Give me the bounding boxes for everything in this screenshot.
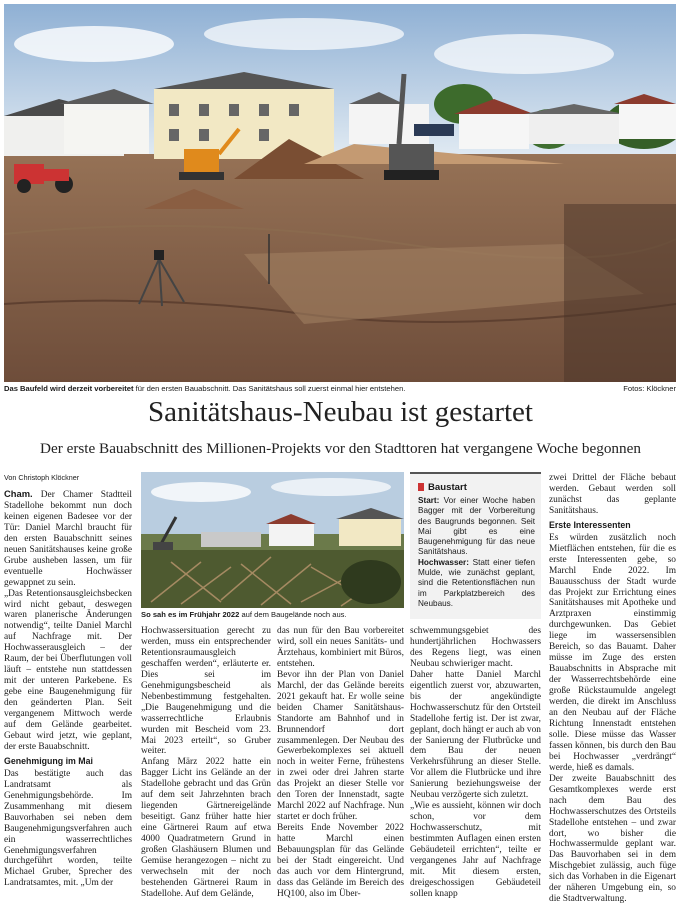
paragraph: Das bestätigte auch das Landratsamt als Genehmigungsbehörde. Im Zusammenhang mit diesem Bauvorhaben sei neben dem Baugenehmigungsverfahren auch ein wasserrechtliches Genehmigungsverfahren durchgeführt worden, teilte Michael Gruber, Sprecher des Landratsamtes, mit. „Um der xyxy=(4,768,132,889)
info-box-title xyxy=(418,482,541,493)
second-photo-caption-text: auf dem Baugelände noch aus. xyxy=(239,610,347,619)
second-photo-caption-bold: So sah es im Frühjahr 2022 xyxy=(141,610,240,619)
info-box-hochwasser-text: Statt einer tiefen Mulde, wie zunächst geplant, sind die Retentionsflächen nun im Parkplatzbereich des Neubaus. xyxy=(418,557,535,608)
paragraph: „Das Retentionsausgleichsbecken wird nicht gebaut, deswegen waren planerische Änderungen notwendig“, teilte Daniel Marchl auf Nachfrage mit. Der Hochwasserausgleich – der Raum, der bei Überflutungen voll läuft – entstehe nun stattdessen mit der unteren Parkebene. Es gebe eine Baugenehmigung für den geänderten Plan. Seit vergangenem Mittwoch werde auf dem Gelände gearbeitet. Gebaut wird jetzt, wie geplant, der erste Bauabschnitt. xyxy=(4,588,132,752)
paragraph-text: Der Chamer Stadtteil Stadellohe bekommt nun doch keinen eigenen Badesee vor der Tür: Daniel Marchl braucht für den ersten Bauabschnitt seines neuen Sanitätshauses keine große Grube ausheben lassen, um für eventuelle Hochwässer gewappnet zu sein. xyxy=(4,490,132,588)
headline: Sanitätshaus-Neubau ist gestartet xyxy=(148,396,533,428)
paragraph: Hochwassersituation gerecht zu werden, muss ein entsprechender Retentionsraumausgleich geschaffen werden“, erläuterte er. Dies sei im Genehmigungsbescheid als Nebenbestimmung festgehalten. „Die Baugenehmigung und die wasserrechtliche Erlaubnis wurden mit Bescheid vom 23. Mai 2023 erteilt“, so Gruber weiter. xyxy=(141,626,271,757)
section-heading: Genehmigung im Mai xyxy=(4,755,93,766)
paragraph: Bevor ihn der Plan von Daniel Marchl, der das Gelände bereits 2021 gekauft hat. Er wolle seine beiden Chamer Sanitätshaus-Standorte am Bahnhof und in Brunnendorf dort zusammenlegen. Der Neubau des Gewerbekomplexes sei aktuell noch in weiter Ferne, frühestens in zwei oder drei Jahren starte das Projekt an dieser Stelle vor den Toren der Innenstadt, sagte Marchl 2022 auf Nachfrage. Nun startet er doch früher. xyxy=(277,669,404,823)
info-box-start xyxy=(418,496,535,558)
main-photo-caption-bold: Das Baufeld wird derzeit vorbereitet xyxy=(4,384,134,393)
main-photo xyxy=(4,4,676,382)
article-column-5 xyxy=(549,473,676,905)
construction-site-image xyxy=(4,4,676,382)
paragraph: Anfang März 2022 hatte ein Bagger Licht ins Gelände an der Stadellohe gebracht und das Grün auf dem seit Jahrzehnten brach liegenden Gärtnereigelände beseitigt. Ganz früher hatte hier eine Gärtnerei Raum auf etwa 4000 Quadratmetern Grund in großen Glashäusern Blumen und Gemüse herangezogen – nicht zu verwechseln mit der noch bestehenden Gärtnerei Raum in Stadellohe. Auf dem Gelände, xyxy=(141,757,271,899)
overgrown-site-image xyxy=(141,472,404,608)
paragraph: zwei Drittel der Fläche bebaut werden. Gebaut werden soll zunächst das geplante Sanitätshaus. xyxy=(549,473,676,516)
article-column-4 xyxy=(410,626,541,900)
article-column-1 xyxy=(4,489,132,889)
paragraph: Der zweite Bauabschnitt des Gesamtkomplexes werde erst nach dem Bau des Hochwasserschutzes des Ortsteils Stadellohe entstehen – und zwar dort, wo bisher die Hochwassermulde geplant war. Das Bauvorhaben sei in dem Mischgebiet zulässig, auch füge sich das Vorhaben in die Eigenart der näheren Umgebung ein, so die Stadtverwaltung. xyxy=(549,773,676,905)
info-box-hochwasser xyxy=(418,558,535,609)
article-column-3 xyxy=(277,626,404,900)
photo-credit: Fotos: Klöckner xyxy=(623,384,676,393)
section-heading: Erste Interessenten xyxy=(549,519,631,530)
info-box-title-text: Baustart xyxy=(428,482,467,493)
paragraph: „Wie es aussieht, können wir doch schon, vor dem Hochwasserschutz, mit bestimmten Auflagen einen ersten Gebäudeteil errichten“, teilte er vergangenes Jahr auf Nachfrage mit. Mit diesem ersten, dreigeschossigen Gebäudeteil sollen knapp xyxy=(410,801,541,899)
paragraph: Bereits Ende November 2022 hatte Marchl einen Bebauungsplan für das Gelände bei der Stadt eingereicht. Und das auch vor dem Hintergrund, dass das Gelände im Bereich des HQ100, also im Über- xyxy=(277,823,404,899)
second-photo xyxy=(141,472,404,608)
paragraph: das nun für den Bau vorbereitet wird, soll ein neues Sanitäts- und Ärztehaus, kombiniert mit Büros, entstehen. xyxy=(277,626,404,669)
info-box-start-label: Start: xyxy=(418,496,440,505)
paragraph: Es würden zusätzlich noch Mietflächen entstehen, für die es erste Interessenten gebe, so Marchl Ende 2022. Im Bauausschuss der Stadt wurde das Projekt zur Errichtung eines Sanitätshauses mit Apotheke und Arztpraxen einstimmig durchgewunken. Das Gebiet liege im wassersensiblen Bereich, so das Bauamt. Daher müsse im Zuge des ersten Bauabschnitts in Absprache mit der Wasserrechtsbehörde eine große Rückstaumulde angelegt werden, die direkt im Anschluss an den Neubau auf der Fläche Richtung Innenstadt entstehen solle. Diese müsse das Wasser fassen können, bis durch den Bau bei Hochwasser „verdrängt“ werde, hieß es damals. xyxy=(549,532,676,773)
info-box-start-text: Vor einer Woche haben Bagger mit der Vorbereitung des Baugrunds begonnen. Seit Mai gibt es eine Baugenehmigung für das neue Sanitätshaus. xyxy=(418,496,535,557)
paragraph: Daher hatte Daniel Marchl eigentlich zuerst vor, abzuwarten, bis der angekündigte Hochwasserschutz für den Ortsteil Stadellohe fertig ist. Der ist zwar, geplant, doch hängt er auch ab von der Sanierung der Flutbrücke und dem Bau der neuen Verkehrsführung an dieser Stelle. Vor allem die Flutbrücke und ihre Sanierung beziehungsweise der Neubau verzögerte sich zuletzt. xyxy=(410,669,541,801)
info-box xyxy=(410,472,541,619)
subheadline: Der erste Bauabschnitt des Millionen-Projekts vor den Stadttoren hat vergangene Woche begonnen xyxy=(40,440,641,457)
byline: Von Christoph Klöckner xyxy=(4,473,80,482)
red-square-icon xyxy=(418,483,424,491)
paragraph: schwemmungsgebiet des hundertjährlichen Hochwassers des Regens liegt, was einen Neubau schwieriger macht. xyxy=(410,626,541,669)
second-photo-caption xyxy=(141,610,404,620)
dateline: Cham. xyxy=(4,488,33,499)
info-box-hochwasser-label: Hochwasser: xyxy=(418,557,469,567)
paragraph xyxy=(4,489,132,589)
article-column-2 xyxy=(141,626,271,900)
main-photo-caption-text: für den ersten Bauabschnitt. Das Sanitätshaus soll zuerst einmal hier entstehen. xyxy=(133,384,406,393)
